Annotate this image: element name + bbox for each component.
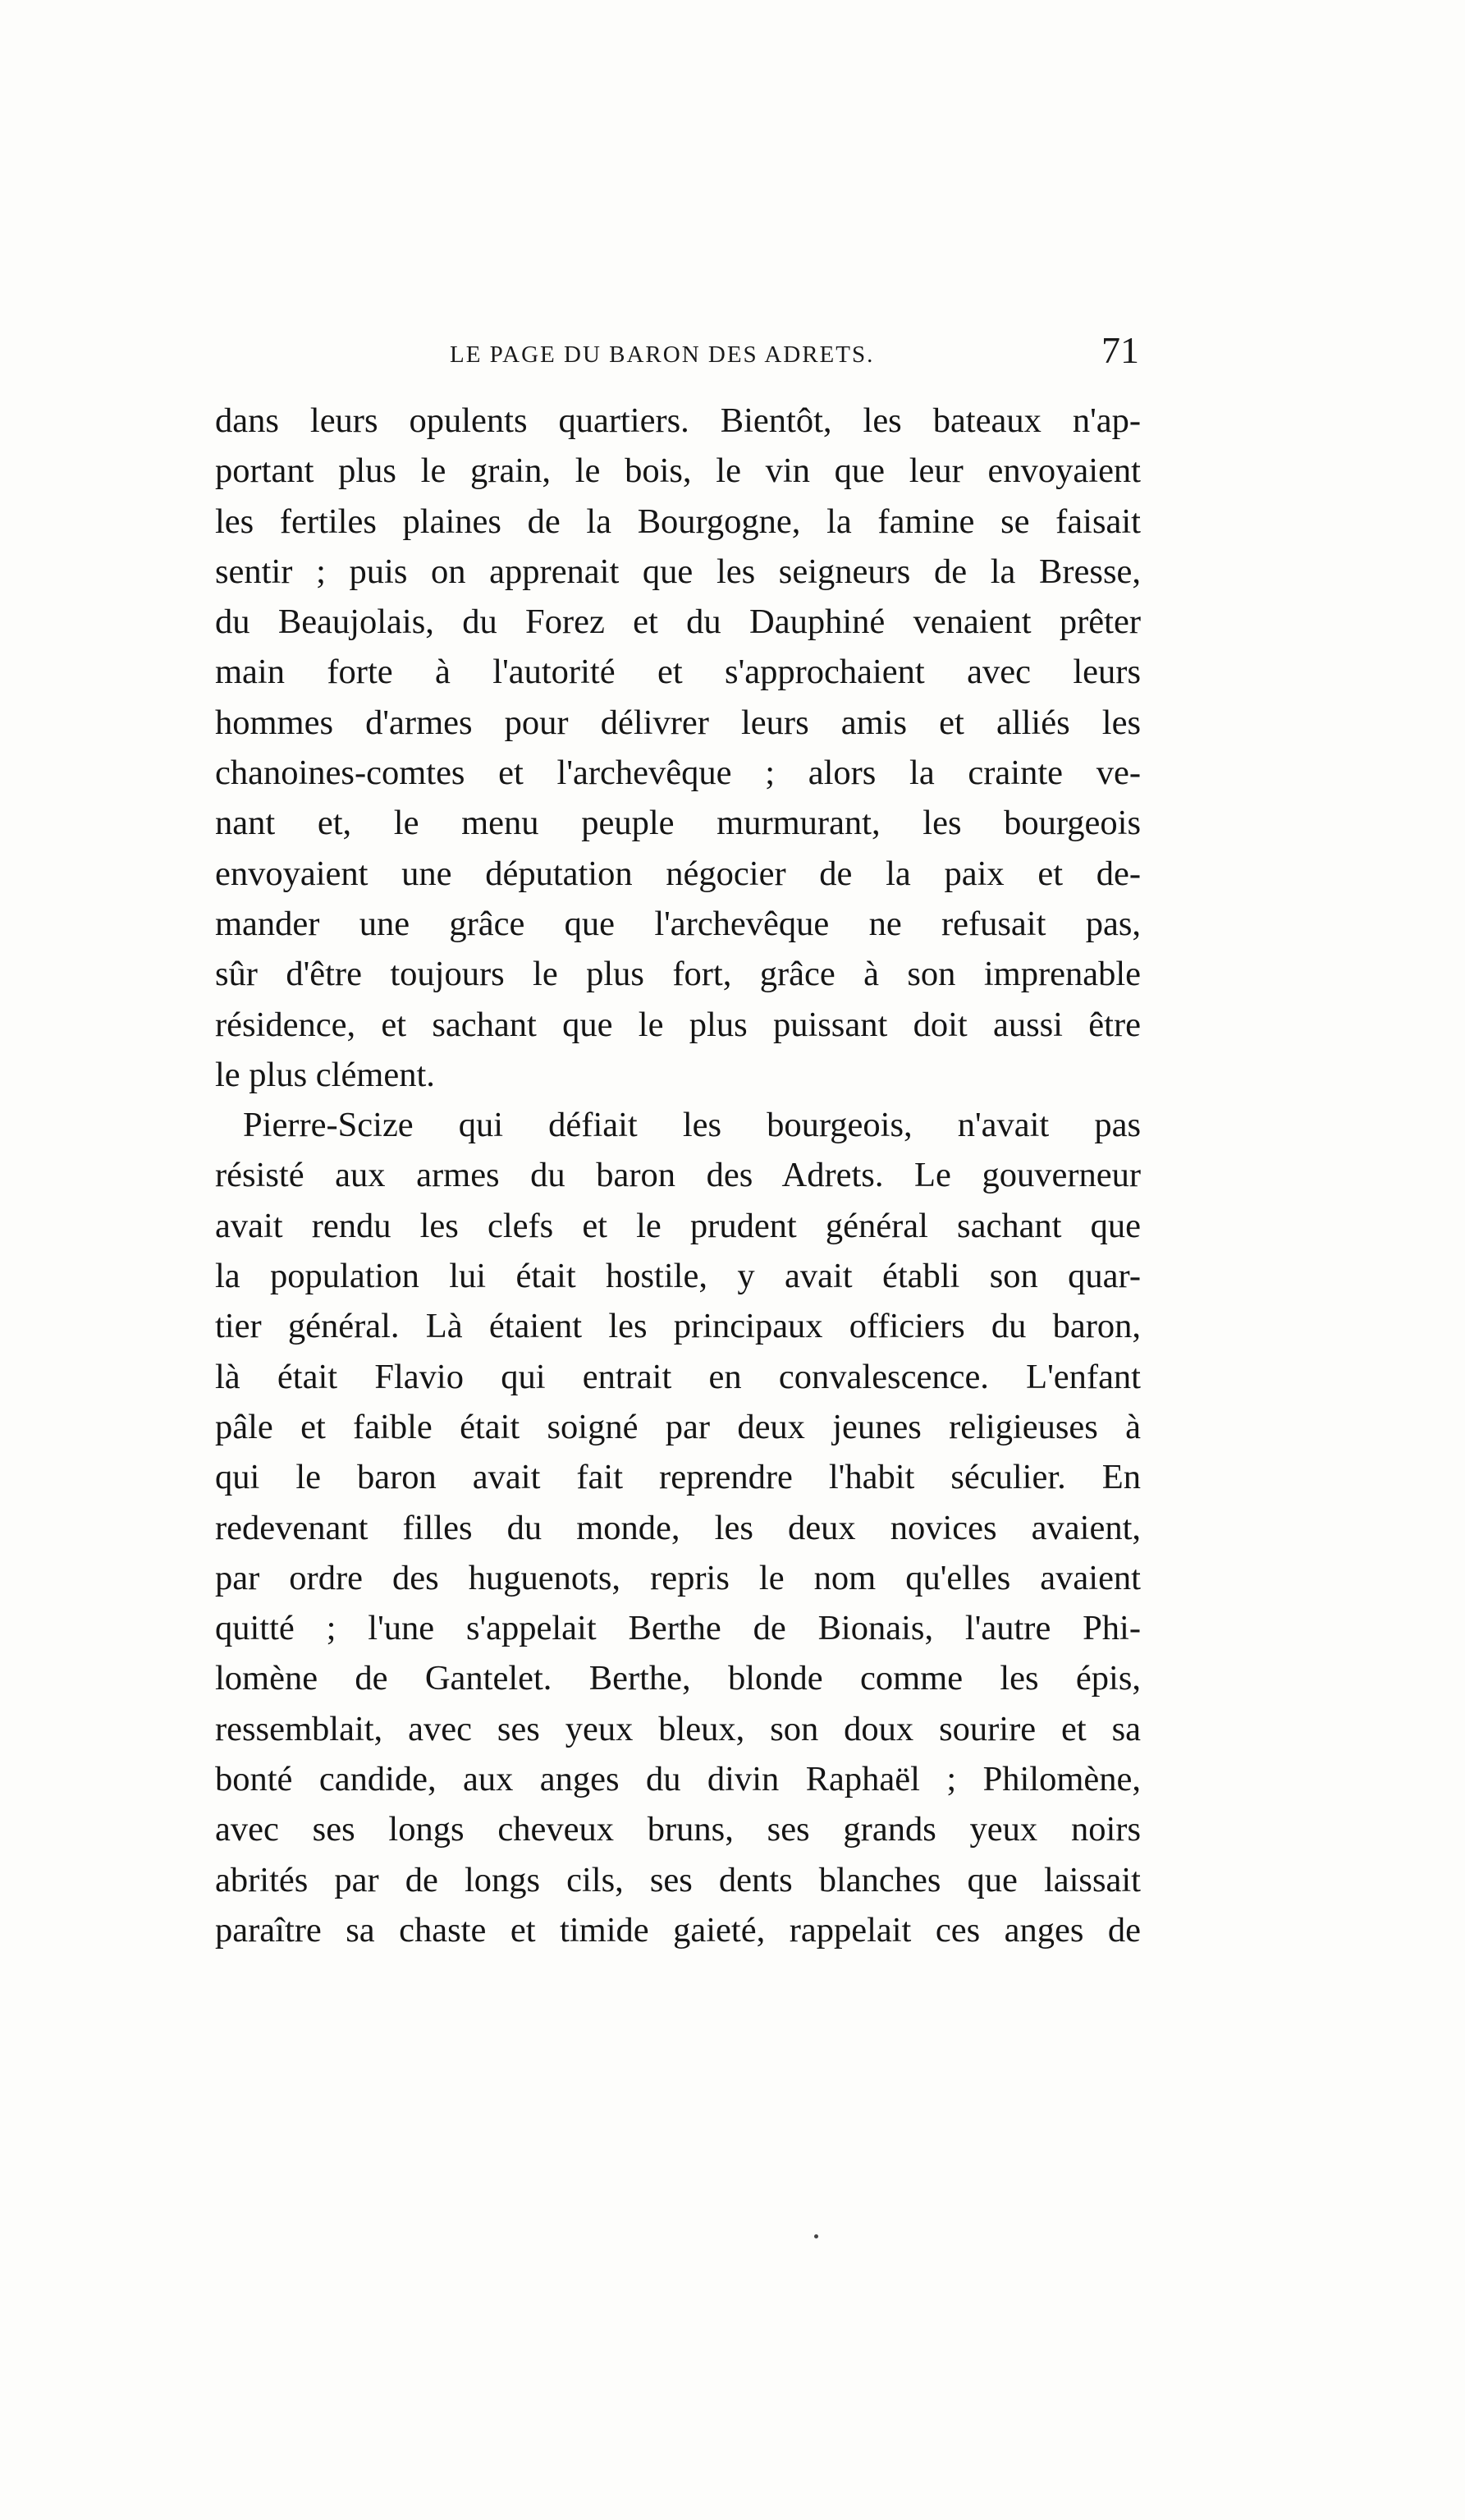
text-line: résisté aux armes du baron des Adrets. Le gouverneur <box>215 1156 1141 1195</box>
text-line: redevenant filles du monde, les deux novices avaient, <box>215 1508 1141 1547</box>
text-line: avait rendu les clefs et le prudent général sachant que <box>215 1206 1141 1245</box>
text-line: hommes d'armes pour délivrer leurs amis et alliés les <box>215 703 1141 742</box>
text-line: nant et, le menu peuple murmurant, les bourgeois <box>215 804 1141 843</box>
text-line: dans leurs opulents quartiers. Bientôt, les bateaux n'ap- <box>215 401 1141 440</box>
text-line: pâle et faible était soigné par deux jeunes religieuses à <box>215 1407 1141 1446</box>
text-line: sûr d'être toujours le plus fort, grâce à son imprenable <box>215 955 1141 994</box>
text-line: paraître sa chaste et timide gaieté, rappelait ces anges de <box>215 1910 1141 1950</box>
text-line: résidence, et sachant que le plus puissant doit aussi être <box>215 1005 1141 1044</box>
page-number: 71 <box>1101 329 1139 371</box>
running-head <box>220 328 1139 378</box>
text-line: là était Flavio qui entrait en convalescence. L'enfant <box>215 1357 1141 1396</box>
text-line: abrités par de longs cils, ses dents blanches que laissait <box>215 1860 1141 1899</box>
paragraph-start-line: Pierre-Scize qui défiait les bourgeois, n'avait pas <box>243 1106 1141 1145</box>
text-line: portant plus le grain, le bois, le vin que leur envoyaient <box>215 451 1141 491</box>
body-text <box>215 396 1141 1955</box>
text-line: par ordre des huguenots, repris le nom qu'elles avaient <box>215 1558 1141 1597</box>
running-title: LE PAGE DU BARON DES ADRETS. <box>450 341 875 368</box>
text-line: envoyaient une députation négocier de la paix et de- <box>215 854 1141 893</box>
text-line: tier général. Là étaient les principaux officiers du baron, <box>215 1307 1141 1346</box>
text-line: bonté candide, aux anges du divin Raphaël ; Philomène, <box>215 1760 1141 1799</box>
text-line: la population lui était hostile, y avait établi son quar- <box>215 1257 1141 1296</box>
paragraph-end-line: le plus clément. <box>215 1055 435 1094</box>
text-line: mander une grâce que l'archevêque ne refusait pas, <box>215 904 1141 943</box>
text-line: du Beaujolais, du Forez et du Dauphiné venaient prêter <box>215 603 1141 642</box>
text-line: lomène de Gantelet. Berthe, blonde comme les épis, <box>215 1659 1141 1698</box>
text-line: les fertiles plaines de la Bourgogne, la famine se faisait <box>215 502 1141 541</box>
text-line: quitté ; l'une s'appelait Berthe de Bionais, l'autre Phi- <box>215 1609 1141 1648</box>
paper-speck <box>814 2234 818 2238</box>
text-line: ressemblait, avec ses yeux bleux, son doux sourire et sa <box>215 1709 1141 1748</box>
text-line: avec ses longs cheveux bruns, ses grands yeux noirs <box>215 1810 1141 1849</box>
text-line: sentir ; puis on apprenait que les seigneurs de la Bresse, <box>215 552 1141 591</box>
text-line: qui le baron avait fait reprendre l'habit séculier. En <box>215 1458 1141 1497</box>
text-line: chanoines-comtes et l'archevêque ; alors la crainte ve- <box>215 754 1141 793</box>
text-line: main forte à l'autorité et s'approchaient avec leurs <box>215 653 1141 692</box>
